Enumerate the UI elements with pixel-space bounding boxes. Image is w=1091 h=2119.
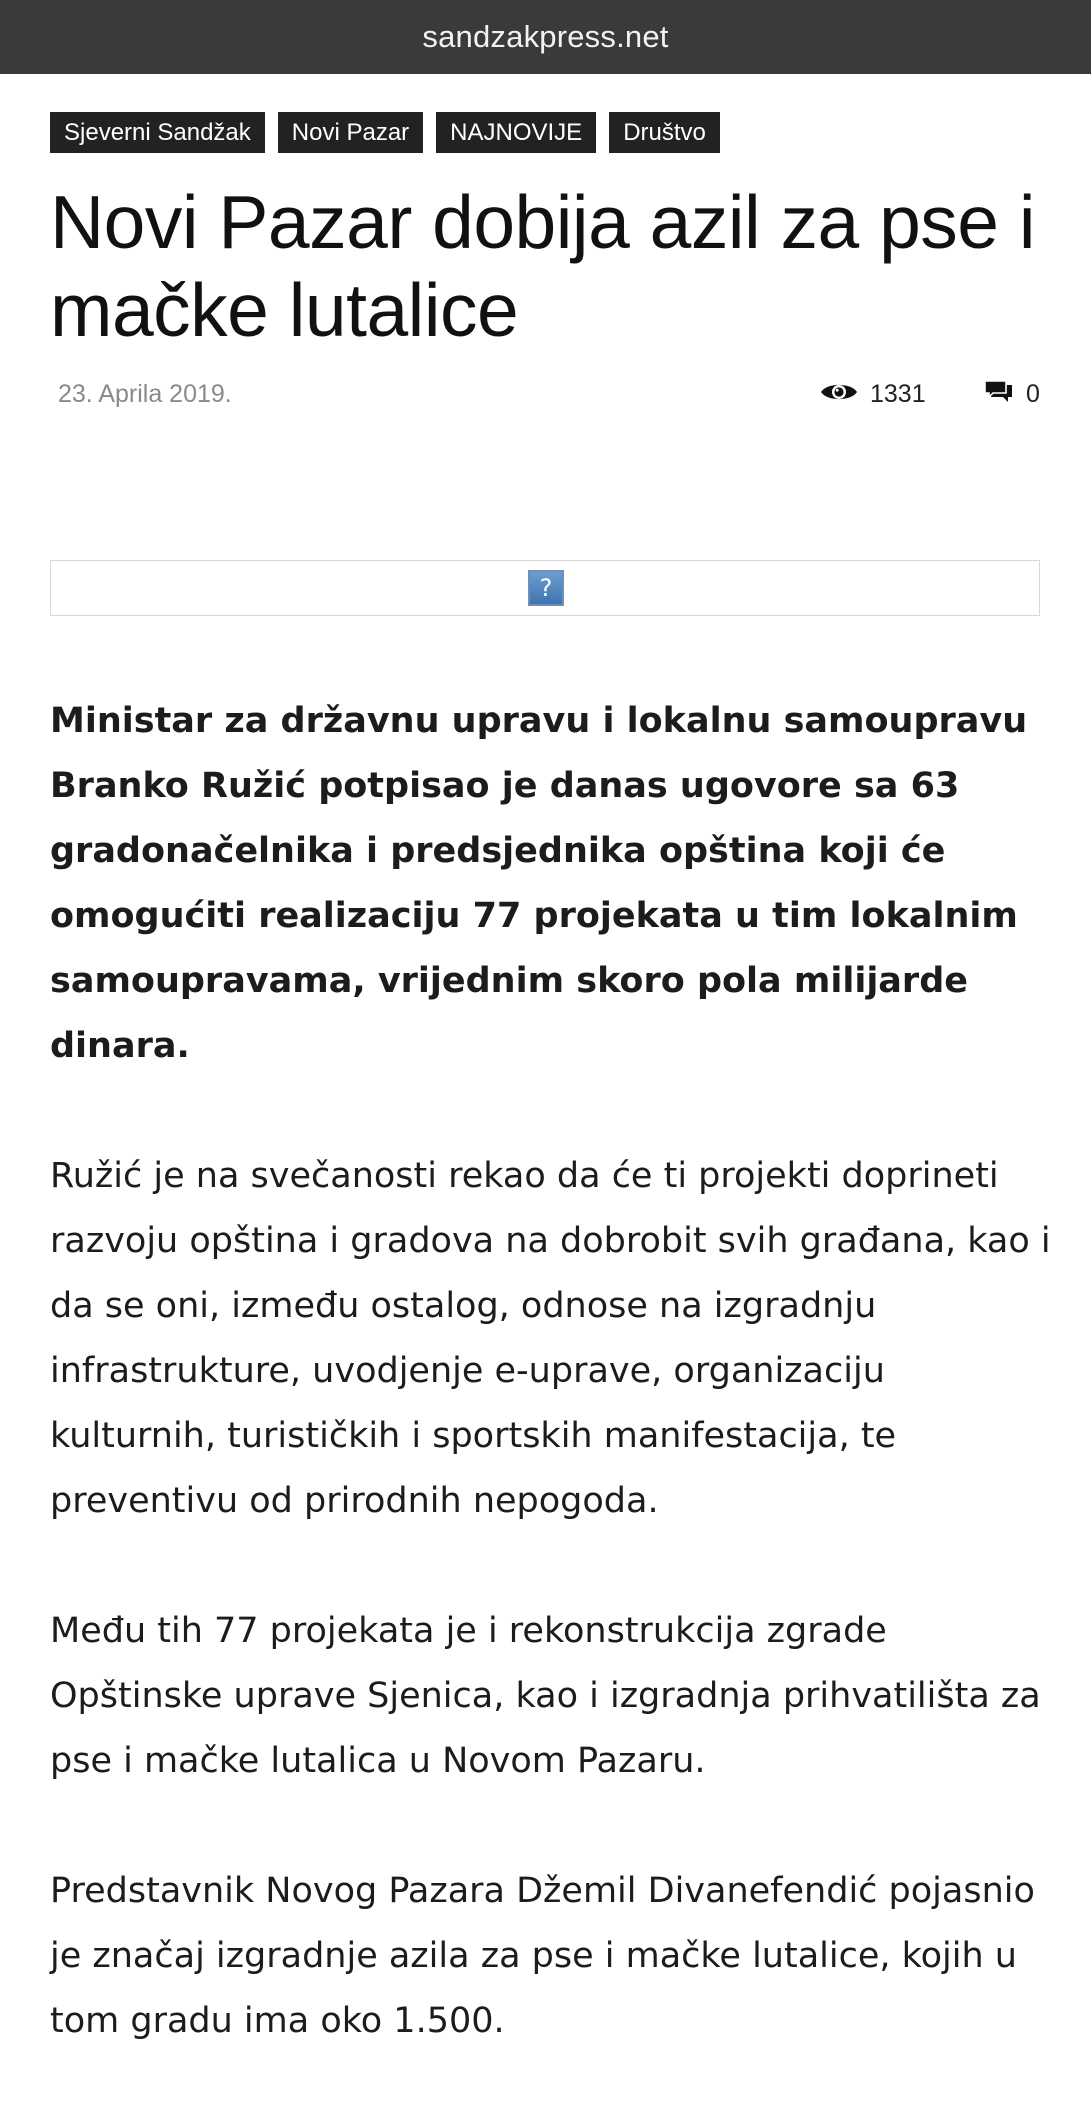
article-title: Novi Pazar dobija azil za pse i mačke lutalice [50, 180, 1035, 352]
article-meta [58, 376, 1042, 412]
tag-najnovije[interactable]: NAJNOVIJE [436, 112, 596, 153]
missing-image-icon: ? [528, 570, 564, 606]
publish-date: 23. Aprila 2019. [58, 380, 232, 408]
comments-count: 0 [1026, 379, 1040, 408]
body-paragraph: Predstavnik Novog Pazara Džemil Divanefendić pojasnio je značaj izgradnje azila za pse i mačke lutalice, kojih u tom gradu ima oko 1.500. [50, 1871, 1035, 2041]
views-count: 1331 [870, 379, 926, 408]
comment-icon [984, 380, 1014, 409]
ad-placeholder[interactable] [50, 560, 1040, 616]
body-paragraph: Ružić je na svečanosti rekao da će ti projekti doprineti razvoju opština i gradova na dobrobit svih građana, kao i da se oni, između ostalog, odnose na izgradnju infrastrukture, uvodjenje e-uprave, organizaciju kulturnih, turističkih i sportskih manifestacija, te preventivu od prirodnih nepogoda. [50, 1156, 1051, 1521]
url-text[interactable]: sandzakpress.net [422, 19, 669, 54]
views-counter [820, 376, 926, 412]
lead-paragraph: Ministar za državnu upravu i lokalnu samoupravu Branko Ružić potpisao je danas ugovore sa 63 gradonačelnika i predsjednika opština koji će omogućiti realizaciju 77 projekata u tim lokalnim samoupravama, vrijednim skoro pola milijarde dinara. [50, 701, 1028, 1066]
article-body [50, 689, 1060, 2119]
tag-novi-pazar[interactable]: Novi Pazar [278, 112, 423, 153]
category-tags [50, 112, 720, 153]
tag-sjeverni-sandzak[interactable]: Sjeverni Sandžak [50, 112, 265, 153]
tag-drustvo[interactable]: Društvo [609, 112, 720, 153]
eye-icon [820, 381, 858, 408]
browser-address-bar[interactable] [0, 0, 1091, 74]
body-paragraph: Među tih 77 projekata je i rekonstrukcija zgrade Opštinske uprave Sjenica, kao i izgradnja prihvatilišta za pse i mačke lutalica u Novom Pazaru. [50, 1611, 1041, 1781]
comments-link[interactable] [984, 376, 1040, 412]
